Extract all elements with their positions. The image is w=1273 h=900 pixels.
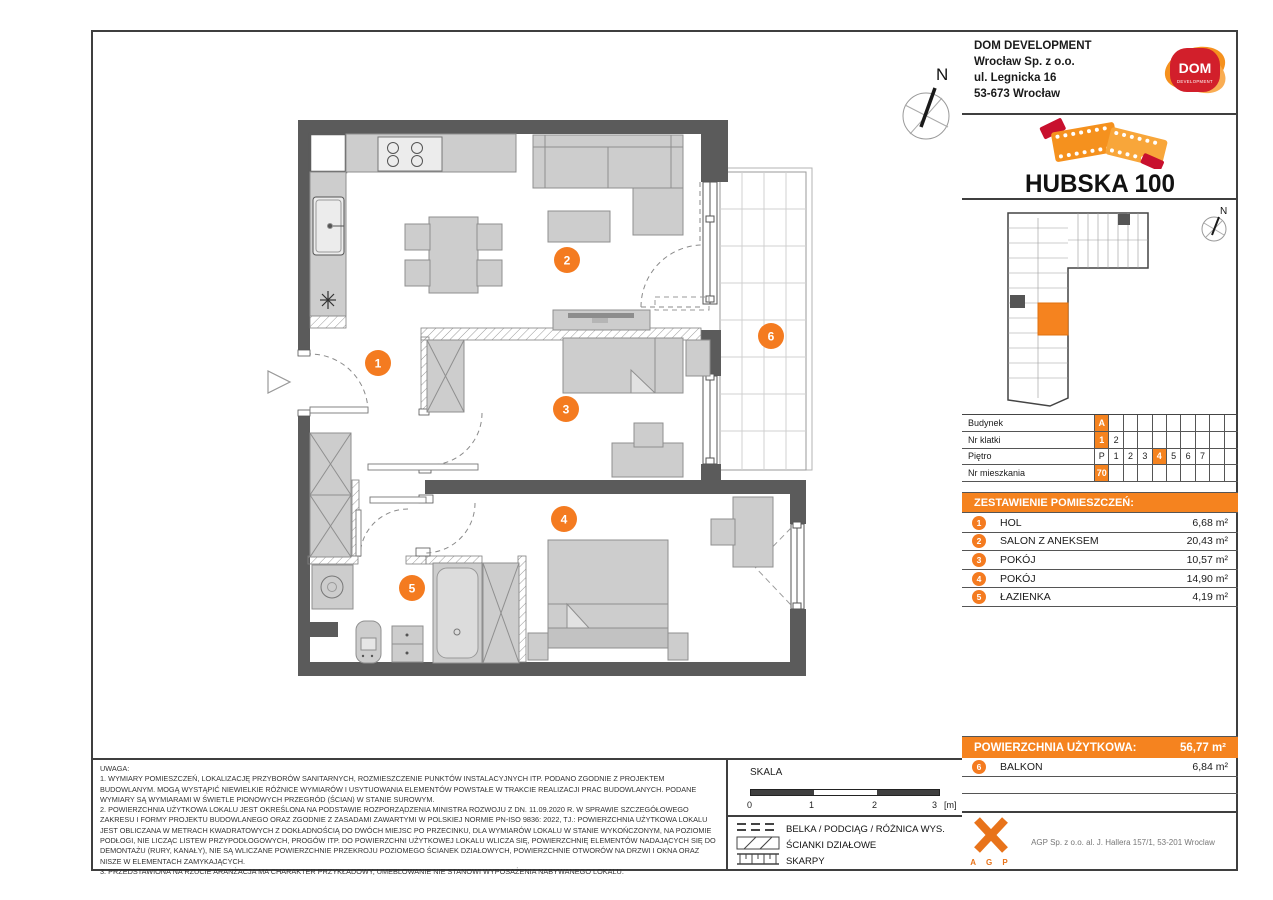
list-item: 3 POKÓJ 10,57 m² — [962, 551, 1238, 570]
svg-text:DOM: DOM — [1178, 60, 1212, 76]
room-badge-3 — [553, 396, 579, 422]
building-overview-box — [962, 200, 1238, 415]
floor-cell: 4 — [1152, 449, 1166, 465]
agp-logo-icon: A G P — [968, 817, 1014, 867]
table-row: Piętro P 1 2 3 4 5 6 7 — [962, 449, 1238, 466]
room-number-badge: 3 — [972, 553, 986, 567]
sofa-chaise — [633, 188, 683, 235]
note-line: 1. WYMIARY POMIESZCZEŃ, LOKALIZACJĘ PRZYBORÓW SANITARNYCH, ROZMIESZCZENIE PUNKTÓW INSTALACYJNYCH ITP. PODANO ZGODNIE Z PROJEKTEM BUDOWLANYM. MOGĄ WYSTĄPIĆ NIEWIELKIE RÓŻNICE WYMIARÓW I USYTUOWANIA ELEMENTÓW POWSTAŁE W TRAKCIE REALIZACJI PRAC BUDOWLANYCH. PODANE WYMIARY SĄ WYMIARAMI W ŚWIETLE PIONOWYCH PRZEGRÓD (ŚCIAN) W STANIE SUROWYM. — [100, 774, 697, 804]
room-badge-1 — [365, 350, 391, 376]
washing-machine — [312, 565, 353, 609]
wardrobe-hall — [310, 433, 351, 557]
usable-area-label: POWIERZCHNIA UŻYTKOWA: — [974, 741, 1137, 754]
table-row: Nr mieszkania 70 — [962, 465, 1238, 482]
bed-room4 — [548, 540, 668, 628]
scale-box: SKALA 0 1 2 3 [m] — [728, 758, 962, 815]
desk-room4 — [733, 497, 773, 567]
room-badge-2 — [554, 247, 580, 273]
wardrobe-room3 — [427, 340, 464, 412]
chair-room4 — [711, 519, 735, 545]
shaft — [310, 134, 346, 172]
desk-room3 — [612, 443, 683, 477]
company-address: DOM DEVELOPMENT Wrocław Sp. z o.o. ul. Legnicka 16 53-673 Wrocław — [974, 40, 1092, 100]
legend-item: BELKA / PODCIĄG / RÓŻNICA WYS. — [728, 821, 962, 837]
building-cell: A — [1094, 415, 1108, 431]
slope-symbol-icon — [736, 852, 786, 871]
legend-box — [728, 815, 962, 871]
legend-item: SKARPY — [728, 853, 962, 869]
dom-development-logo-icon — [1160, 42, 1230, 100]
bed-room3 — [563, 338, 683, 393]
svg-text:1: 1 — [374, 356, 382, 371]
empty-row — [962, 776, 1238, 794]
location-table — [962, 415, 1238, 478]
svg-text:N: N — [1220, 206, 1228, 217]
building-overview-plan — [962, 200, 1238, 414]
apartment-number-cell: 70 — [1094, 465, 1108, 481]
shaft-wardrobe — [483, 563, 519, 663]
room-number-badge: 6 — [972, 760, 986, 774]
overview-compass-icon — [1202, 206, 1227, 241]
notes-title: UWAGA: — [100, 764, 130, 773]
room-badge-4 — [551, 506, 577, 532]
entrance-arrow-icon — [268, 371, 290, 393]
list-item: 1 HOL 6,68 m² — [962, 514, 1238, 533]
svg-text:6: 6 — [767, 329, 775, 344]
balcony-row: 6 BALKON 6,84 m² — [962, 758, 1238, 777]
svg-text:4: 4 — [560, 512, 568, 527]
usable-area-value: 56,77 m² — [1179, 741, 1226, 754]
agp-address: AGP Sp. z o.o. al. J. Hallera 157/1, 53-201 Wroclaw — [1031, 837, 1215, 847]
legend-item: ŚCIANKI DZIAŁOWE — [728, 837, 962, 853]
usable-area-summary — [962, 736, 1238, 758]
dining-table — [429, 217, 478, 293]
note-line: 3. PRZEDSTAWIONA NA RZUCIE ARANŻACJA MA CHARAKTER PRZYKŁADOWY, UMEBLOWANIE NIE STANOWI WYPOSAŻENIA NABYWANEGO LOKALU. — [100, 866, 624, 876]
svg-text:N: N — [936, 65, 949, 84]
room-number-badge: 2 — [972, 534, 986, 548]
list-item: 2 SALON Z ANEKSEM 20,43 m² — [962, 533, 1238, 552]
svg-text:3: 3 — [562, 402, 570, 417]
balcony — [720, 168, 812, 470]
table-row: Nr klatki 1 2 — [962, 432, 1238, 449]
room-badge-6 — [758, 323, 784, 349]
rooms-header: ZESTAWIENIE POMIESZCZEŃ: — [962, 492, 1238, 513]
nightstand-room3 — [686, 340, 710, 376]
scale-label: SKALA — [750, 767, 783, 778]
room-number-badge: 5 — [972, 590, 986, 604]
notes-box — [91, 758, 728, 876]
staircase-cell: 1 — [1094, 432, 1108, 448]
chair-room3 — [634, 423, 663, 447]
svg-text:DEVELOPMENT: DEVELOPMENT — [1176, 79, 1214, 84]
fridge-symbol — [320, 291, 336, 309]
list-item: 5 ŁAZIENKA 4,19 m² — [962, 588, 1238, 607]
film-strip-icon — [1025, 117, 1175, 169]
agp-box — [962, 813, 1238, 871]
scale-bar — [750, 789, 940, 796]
room-number-badge: 1 — [972, 516, 986, 530]
stove — [378, 137, 442, 171]
table-row: Budynek A — [962, 415, 1238, 432]
list-item: 4 POKÓJ 14,90 m² — [962, 570, 1238, 589]
empty-row — [962, 794, 1238, 813]
rooms-list — [962, 514, 1238, 607]
room-number-badge: 4 — [972, 572, 986, 586]
company-box — [962, 30, 1238, 115]
highlighted-unit — [1038, 303, 1068, 335]
room-badge-5 — [399, 575, 425, 601]
coffee-table — [548, 211, 610, 242]
compass-icon — [903, 65, 949, 139]
project-box — [962, 115, 1238, 200]
floor-plan-drawing — [91, 30, 960, 756]
svg-text:2: 2 — [563, 253, 571, 268]
project-title: HUBSKA 100 — [1024, 170, 1176, 198]
svg-text:5: 5 — [408, 581, 416, 596]
note-line: 2. POWIERZCHNIA UŻYTKOWA LOKALU JEST OKREŚLONA NA PODSTAWIE ROZPORZĄDZENIA MINISTRA ROZWOJU Z DN. 11.09.2020 R. W SPRAWIE SZCZEGÓŁOWEGO ZAKRESU I FORMY PROJEKTU BUDOWLANEGO ORAZ ZGODNIE Z ZASADAMI ZAWARTYMI W POLSKIEJ NORMIE PN-ISO 9836: 2022, TJ.: POWIERZCHNIA UŻYTKOWA LOKALU JEST OBLICZANA W METRACH KWADRATOWYCH Z DOKŁADNOŚCIĄ DO DWÓCH MIEJSC PO PRZECINKU, DLA WYMIARÓW LOKALU W STANIE WYKOŃCZONYM, NA POZIOMIE PODŁOGI, NIE LICZĄC LISTEW PRZYPODŁOGOWYCH, PROGÓW ITP. DO POWIERZCHNI UŻYTKOWEJ LOKALU WLICZA SIĘ, POWIERZCHNIĘ ELEMENTÓW NADAJĄCYCH SIĘ DO DEMONTAŻU (RURY, KANAŁY), NIE SĄ WLICZANE POWIERZCHNIE PRZEKROJU POZIOMEGO ŚCIANEK DZIAŁOWYCH, POWIERZCHNIE OTWORÓW NA DRZWI I OKNA ORAZ NISZE W ELEMENTACH ZAMYKAJĄCYCH. — [100, 805, 716, 866]
